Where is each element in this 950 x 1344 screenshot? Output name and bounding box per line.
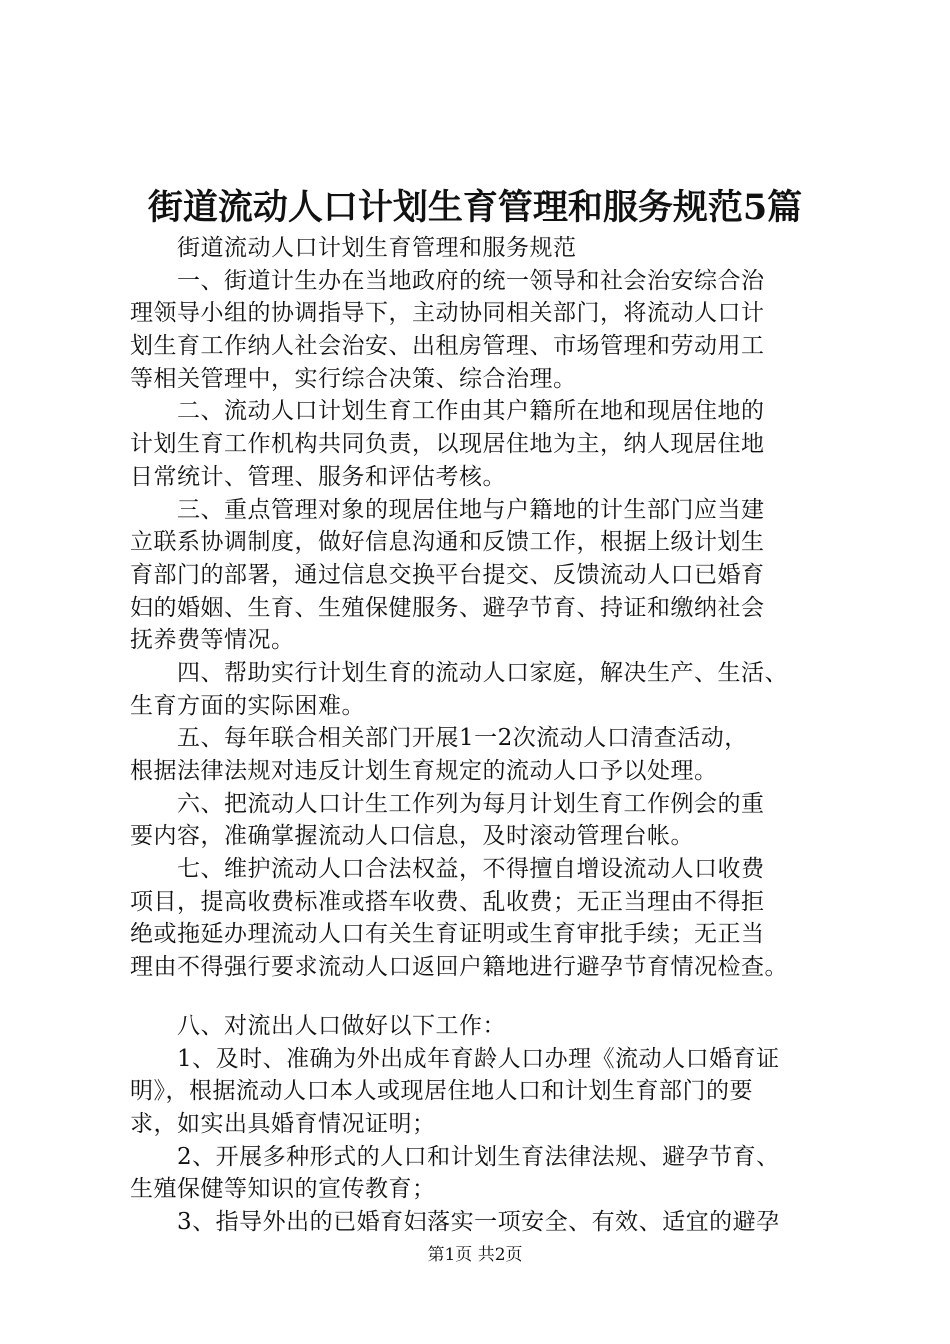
- text-line: 四、帮助实行计划生育的流动人口家庭，解决生产、生活、: [177, 659, 788, 686]
- text-line: 抚养费等情况。: [130, 627, 295, 654]
- text-line: 三、重点管理对象的现居住地与户籍地的计生部门应当建: [177, 496, 765, 523]
- text-line: 项目，提高收费标准或搭车收费、乱收费；无正当理由不得拒: [130, 888, 765, 915]
- text-line: 2、开展多种形式的人口和计划生育法律法规、避孕节育、: [177, 1143, 780, 1170]
- text-line: 一、街道计生办在当地政府的统一领导和社会治安综合治: [177, 267, 765, 294]
- text-line: 六、把流动人口计生工作列为每月计划生育工作例会的重: [177, 790, 765, 817]
- blank-line: [130, 984, 830, 1010]
- text-line: 求，如实出具婚育情况证明；: [130, 1110, 436, 1137]
- text-line: 生殖保健等知识的宣传教育；: [130, 1176, 436, 1203]
- document-subtitle: 街道流动人口计划生育管理和服务规范: [177, 235, 577, 261]
- page-footer: 第1页 共2页: [427, 1245, 523, 1265]
- text-line: 计划生育工作机构共同负责，以现居住地为主，纳人现居住地: [130, 431, 765, 458]
- text-line: 八、对流出人口做好以下工作：: [177, 1012, 506, 1039]
- text-line: 日常统计、管理、服务和评估考核。: [130, 463, 506, 490]
- text-line: 育部门的部署，通过信息交换平台提交、反馈流动人口已婚育: [130, 561, 765, 588]
- text-line: 划生育工作纳人社会治安、出租房管理、市场管理和劳动用工: [130, 333, 765, 360]
- text-line: 等相关管理中，实行综合决策、综合治理。: [130, 365, 577, 392]
- text-line: 明》，根据流动人口本人或现居住地人口和计划生育部门的要: [130, 1078, 753, 1105]
- text-line: 根据法律法规对违反计划生育规定的流动人口予以处理。: [130, 758, 718, 784]
- text-line: 3、指导外出的已婚育妇落实一项安全、有效、适宜的避孕: [177, 1208, 780, 1235]
- document-body: [130, 232, 830, 1239]
- document-title: 街道流动人口计划生育管理和服务规范5篇: [147, 187, 803, 228]
- text-line: 要内容，准确掌握流动人口信息，及时滚动管理台帐。: [130, 823, 694, 850]
- text-line: 立联系协调制度，做好信息沟通和反馈工作，根据上级计划生: [130, 529, 765, 556]
- text-line: 生育方面的实际困难。: [130, 692, 365, 719]
- text-line: 二、流动人口计划生育工作由其户籍所在地和现居住地的: [177, 398, 765, 425]
- text-line: 五、每年联合相关部门开展1一2次流动人口清查活动，: [177, 725, 748, 752]
- text-line: 妇的婚姻、生育、生殖保健服务、避孕节育、持证和缴纳社会: [130, 594, 765, 621]
- text-line: 1、及时、准确为外出成年育龄人口办理《流动人口婚育证: [177, 1045, 780, 1072]
- text-line: 理领导小组的协调指导下，主动协同相关部门，将流动人口计: [130, 300, 765, 327]
- text-line: 绝或拖延办理流动人口有关生育证明或生育审批手续；无正当: [130, 921, 765, 948]
- text-line: 理由不得强行要求流动人口返回户籍地进行避孕节育情况检查。: [130, 954, 788, 981]
- paragraph-lines: [130, 265, 830, 1239]
- text-line: 七、维护流动人口合法权益，不得擅自增设流动人口收费: [177, 856, 765, 883]
